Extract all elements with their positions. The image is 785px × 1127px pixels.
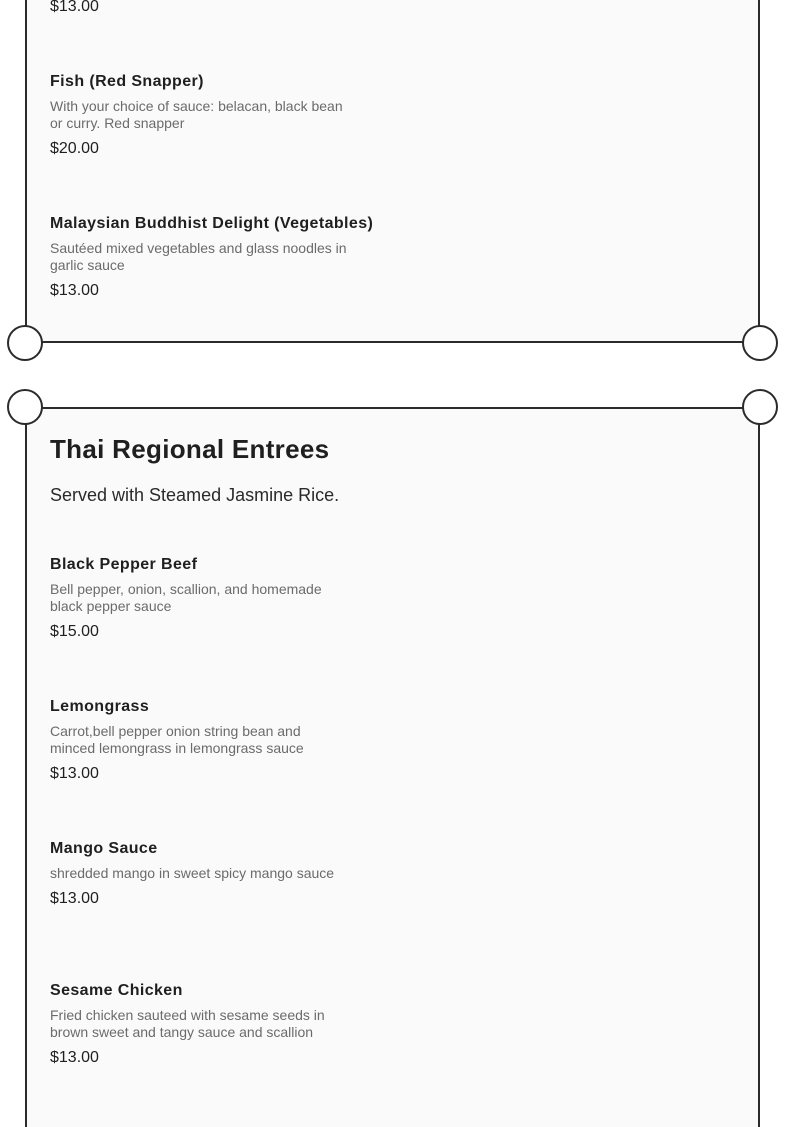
menu-item[interactable] <box>50 697 350 784</box>
card-corner-notch <box>7 389 43 425</box>
menu-item[interactable] <box>50 981 350 1068</box>
card-corner-notch <box>742 325 778 361</box>
menu-item-price: $13.00 <box>50 890 99 907</box>
menu-item[interactable] <box>50 839 350 909</box>
menu-item-name[interactable]: Sesame Chicken <box>50 982 183 999</box>
menu-item-description: shredded mango in sweet spicy mango sauce <box>50 865 335 881</box>
menu-item-name[interactable]: Mango Sauce <box>50 840 158 857</box>
menu-section-card <box>25 407 760 1127</box>
menu-item-name[interactable]: Lemongrass <box>50 698 150 715</box>
menu-item-description: Carrot,bell pepper onion string bean and minced lemongrass in lemongrass sauce <box>50 723 304 756</box>
section-title: Thai Regional Entrees <box>50 434 330 464</box>
menu-item-price: $20.00 <box>50 140 99 157</box>
menu-item-description: Sautéed mixed vegetables and glass noodles in garlic sauce <box>50 240 347 273</box>
menu-item-price: $15.00 <box>50 623 99 640</box>
menu-item-price: $13.00 <box>50 0 99 15</box>
menu-item-price: $13.00 <box>50 765 99 782</box>
section-subtitle: Served with Steamed Jasmine Rice. <box>50 485 340 505</box>
menu-item-description: With your choice of sauce: belacan, black bean or curry. Red snapper <box>50 98 343 131</box>
menu-item[interactable] <box>50 72 350 159</box>
card-corner-notch <box>742 389 778 425</box>
card-corner-notch <box>7 325 43 361</box>
menu-item-name[interactable]: Malaysian Buddhist Delight (Vegetables) <box>50 215 374 232</box>
menu-item-price: $13.00 <box>50 1049 99 1066</box>
menu-item-name[interactable]: Fish (Red Snapper) <box>50 73 204 90</box>
menu-item-name[interactable]: Black Pepper Beef <box>50 556 198 573</box>
menu-item-price: $13.00 <box>50 282 99 299</box>
menu-section-card <box>25 0 760 343</box>
menu-item[interactable] <box>50 555 350 642</box>
menu-item-description: Fried chicken sauteed with sesame seeds in brown sweet and tangy sauce and scallion <box>50 1007 325 1040</box>
menu-item-description: Bell pepper, onion, scallion, and homemade black pepper sauce <box>50 581 322 614</box>
menu-item[interactable] <box>50 214 374 301</box>
